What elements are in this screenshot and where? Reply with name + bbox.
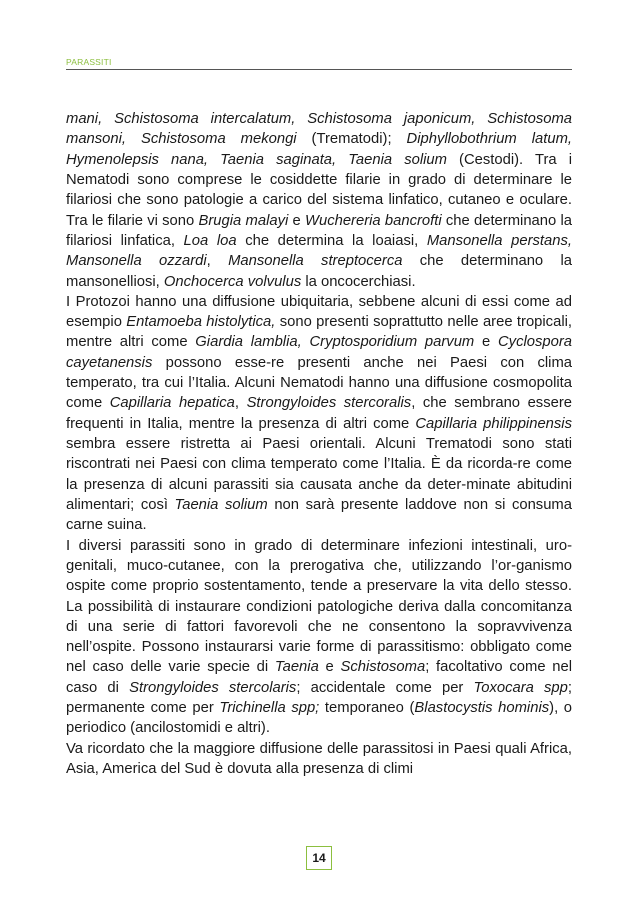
italic-term: Onchocerca volvulus bbox=[163, 273, 302, 290]
body-text bbox=[66, 109, 572, 779]
text-run: e bbox=[318, 659, 341, 676]
italic-term: Capillaria philippinensis bbox=[415, 415, 572, 432]
italic-term: Entamoeba histolytica, bbox=[126, 314, 276, 331]
italic-term: Strongyloides stercolaris bbox=[129, 679, 297, 696]
italic-term: Giardia lamblia, Cryptosporidium parvum bbox=[195, 334, 475, 351]
text-run: temporaneo ( bbox=[319, 700, 415, 717]
italic-term: Schistosoma bbox=[340, 659, 426, 676]
text-run: e bbox=[474, 334, 498, 351]
paragraph bbox=[66, 109, 572, 292]
italic-term: Blastocystis hominis bbox=[414, 700, 550, 717]
text-run: la oncocerchiasi. bbox=[301, 273, 416, 290]
italic-term: Mansonella perstans, Mansonella ozzardi bbox=[66, 232, 573, 270]
italic-term: Diphyllobothrium latum, Hymenolepsis nana, Taenia saginata, Taenia solium bbox=[66, 131, 573, 168]
text-run: sembra essere ristretta ai Paesi orientali. Alcuni Trematodi sono stati riscontrati nei Paesi con clima temperato come l’Italia. È da ricorda-re come la presenza di alcuni parassiti sia causata anche da deter-minate abitudini alimentari; così bbox=[66, 436, 572, 513]
text-run: , che sembrano essere frequenti in Italia, mentre la presenza di altri come bbox=[66, 395, 572, 432]
italic-term: Trichinella spp; bbox=[219, 700, 320, 717]
italic-term: Brugia malayi bbox=[198, 212, 289, 229]
text-run: sono presenti soprattutto nelle aree tropicali, mentre altri come bbox=[66, 314, 572, 351]
italic-term: Taenia bbox=[274, 659, 319, 676]
text-run: (Trematodi); bbox=[296, 131, 407, 148]
italic-term: Wuchereria bancrofti bbox=[305, 212, 442, 229]
text-run: e bbox=[288, 212, 305, 229]
italic-term: Mansonella streptocerca bbox=[228, 253, 403, 270]
text-run: che determina la loaiasi, bbox=[236, 232, 427, 249]
text-run: non sarà presente laddove non si consuma carne suina. bbox=[66, 496, 572, 534]
text-run: ; permanente come per bbox=[66, 679, 572, 717]
italic-term: Taenia solium bbox=[174, 496, 268, 513]
header-rule bbox=[66, 69, 572, 70]
italic-term: Capillaria hepatica bbox=[109, 395, 235, 412]
page-number: 14 bbox=[306, 846, 332, 870]
text-run: ; accidentale come per bbox=[296, 679, 474, 696]
italic-term: Cyclospora cayetanensis bbox=[66, 334, 572, 371]
text-run: I diversi parassiti sono in grado di determinare infezioni intestinali, uro-genitali, muco-cutanee, con la prerogativa che, utilizzando l’or-ganismo ospite come proprio sostentamento, tende a preservare la vita dello stesso. La possibilità di instaurare condizioni patologiche deriva dalla concomitanza di una serie di fattori favorevoli che ne consentono la sopravvivenza nell’ospite. Possono instaurarsi varie forme di parassitismo: obbligato come nel caso delle varie specie di bbox=[66, 537, 572, 676]
italic-term: Toxocara spp bbox=[473, 679, 568, 696]
text-run: , bbox=[206, 253, 229, 270]
paragraph bbox=[66, 739, 572, 780]
text-run: ), o periodico (ancilostomidi e altri). bbox=[66, 700, 573, 737]
text-run: I Protozoi hanno una diffusione ubiquitaria, sebbene alcuni di essi come ad esempio bbox=[66, 293, 572, 331]
text-run: ; facoltativo come nel caso di bbox=[66, 659, 573, 696]
text-run: Va ricordato che la maggiore diffusione delle parassitosi in Paesi quali Africa, Asia, America del Sud è dovuta alla presenza di climi bbox=[66, 740, 572, 777]
italic-term: Loa loa bbox=[183, 232, 237, 249]
italic-term: Strongyloides stercoralis bbox=[246, 395, 412, 412]
text-run: (Cestodi). Tra i Nematodi sono comprese le cosiddette filarie in grado di determinare le filariosi che sono patologie a carico del sistema linfatico, cutaneo e oculare. Tra le filarie vi sono bbox=[66, 151, 573, 229]
text-run: possono esse-re presenti anche nei Paesi con clima temperato, tra cui l’Italia. Alcuni Nematodi hanno una diffusione cosmopolita come bbox=[66, 354, 572, 412]
running-header: PARASSITI bbox=[66, 57, 112, 67]
text-run: , bbox=[234, 395, 247, 412]
paragraph bbox=[66, 536, 572, 739]
paragraph bbox=[66, 292, 572, 536]
text-run: che determinano la filariosi linfatica, bbox=[66, 212, 573, 249]
text-run: che determinano la mansonelliosi, bbox=[66, 253, 572, 290]
italic-term: mani, Schistosoma intercalatum, Schistosoma japonicum, Schistosoma mansoni, Schistosoma mekongi bbox=[66, 111, 572, 148]
